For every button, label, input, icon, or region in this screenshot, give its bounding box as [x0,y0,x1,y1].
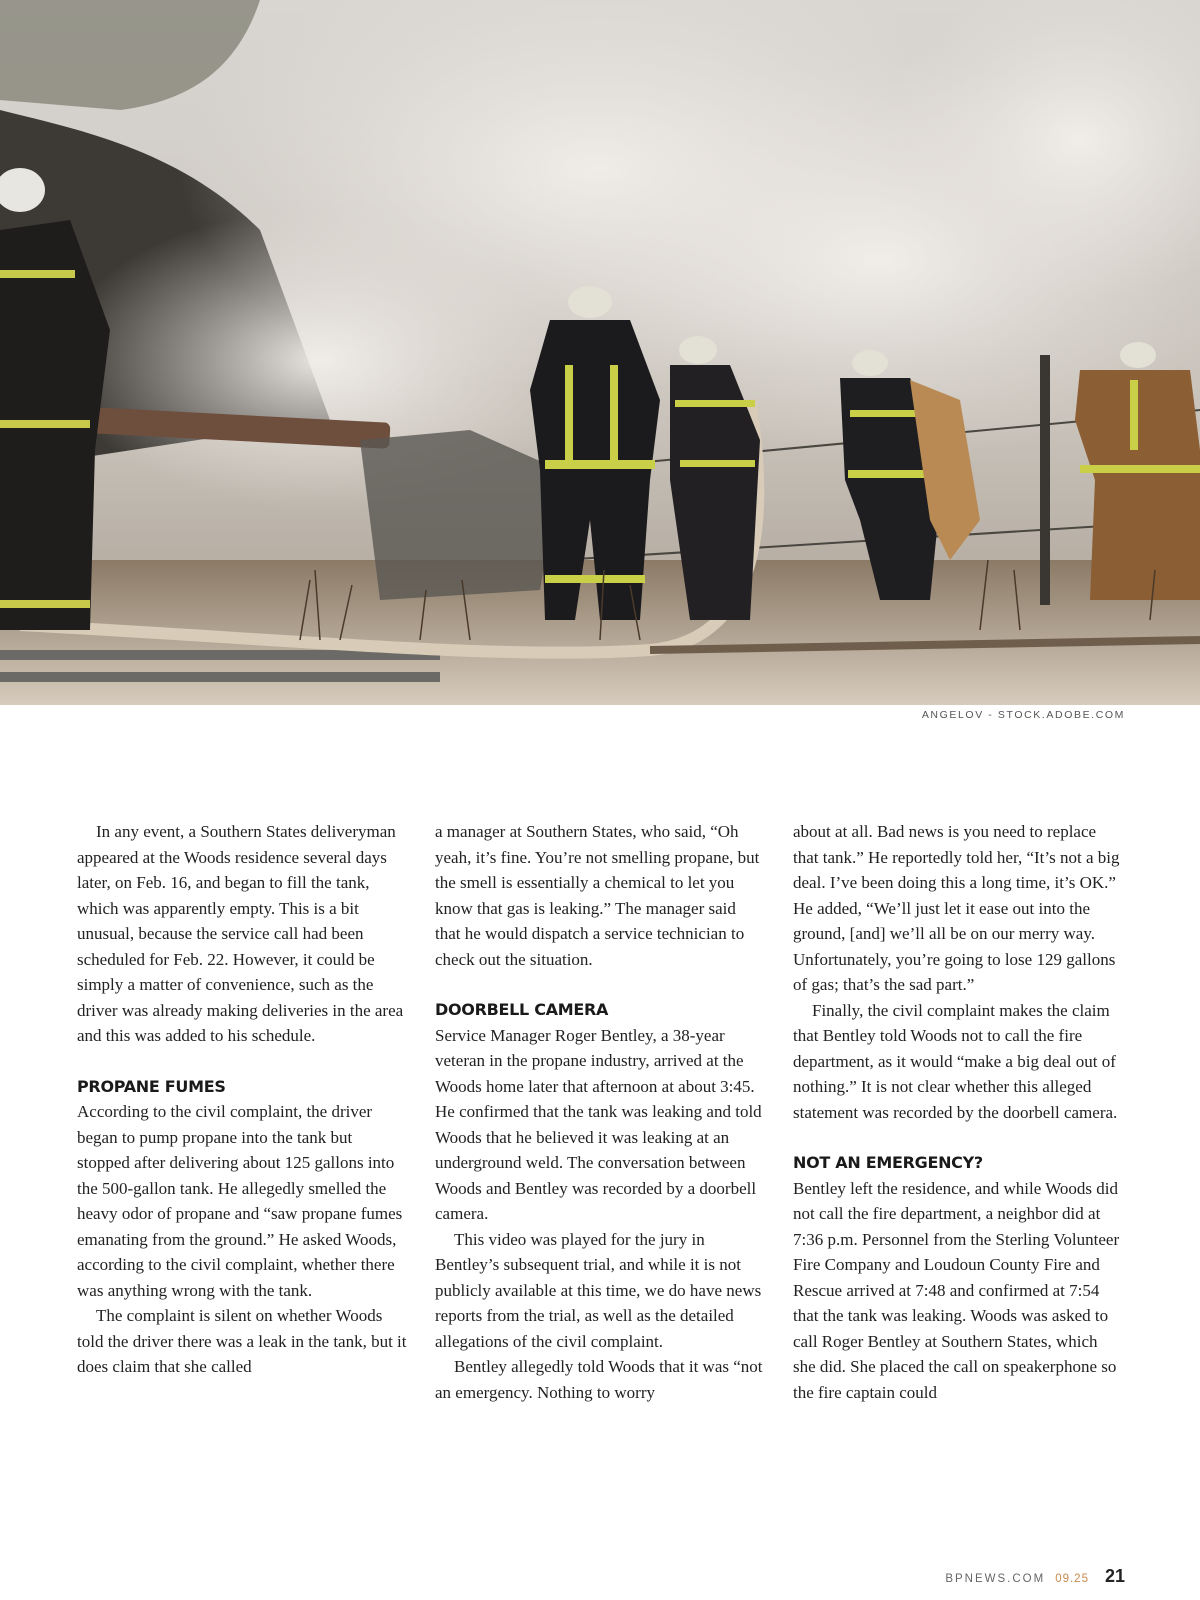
paragraph: about at all. Bad news is you need to replace that tank.” He reportedly told her, “It’s not a big deal. I’ve been doing this a long time, it’s OK.” He added, “We’ll just let it ease out into the ground, [and] we’ll all be on our merry way. Unfortunately, you’re going to lose 129 gallons of gas; that’s the sad part.” [793,822,1120,994]
paragraph: According to the civil complaint, the driver began to pump propane into the tank but stopped after delivering about 125 gallons into the 500-gallon tank. He allegedly smelled the heavy odor of propane and “saw propane fumes emanating from the ground.” He asked Woods, according to the civil complaint, whether there was anything wrong with the tank. [77,1102,403,1300]
page-footer [945,1566,1125,1587]
paragraph: In any event, a Southern States deliveryman appeared at the Woods residence several days later, on Feb. 16, and began to fill the tank, which was apparently empty. This is a bit unusual, because the service call had been scheduled for Feb. 22. However, it could be simply a matter of convenience, such as the driver was already making deliveries in the area and this was added to his schedule. [77,822,404,1045]
article-column-1 [77,819,407,1380]
paragraph: The complaint is silent on whether Woods told the driver there was a leak in the tank, but it does claim that she called [77,1306,407,1376]
paragraph: a manager at Southern States, who said, “Oh yeah, it’s fine. You’re not smelling propane, but the smell is essentially a chemical to let you know that gas is leaking.” The manager said that he would dispatch a service technician to check out the situation. [435,822,760,969]
paragraph: Bentley allegedly told Woods that it was “not an emergency. Nothing to worry [435,1357,763,1402]
photo-illustration [0,0,1200,705]
paragraph: This video was played for the jury in Bentley’s subsequent trial, and while it is not publicly available at this time, we do have news reports from the trial, as well as the detailed allegations of the civil complaint. [435,1229,762,1351]
section-heading-doorbell-camera: DOORBELL CAMERA [435,1000,609,1019]
firefighters-photo [0,0,1200,705]
article-column-3 [793,819,1123,1405]
article-column-2 [435,819,765,1405]
footer-issue: 09.25 [1055,1573,1089,1585]
footer-site: BPNEWS.COM [945,1573,1046,1585]
photo-credit: ANGELOV - STOCK.ADOBE.COM [921,709,1125,721]
paragraph: Finally, the civil complaint makes the claim that Bentley told Woods not to call the fire department, as it would “make a big deal out of nothing.” It is not clear whether this alleged statement was recorded by the doorbell camera. [793,1000,1118,1122]
section-heading-propane-fumes: PROPANE FUMES [77,1076,226,1096]
section-heading-not-an-emergency: NOT AN EMERGENCY? [793,1153,983,1172]
paragraph: Service Manager Roger Bentley, a 38-year veteran in the propane industry, arrived at the Woods home later that afternoon at about 3:45. He confirmed that the tank was leaking and told Woods that he believed it was leaking at an underground weld. The conversation between Woods and Bentley was recorded by a doorbell camera. [435,1025,762,1223]
page-number: 21 [1104,1566,1125,1586]
paragraph: Bentley left the residence, and while Woods did not call the fire department, a neighbor did at 7:36 p.m. Personnel from the Sterling Volunteer Fire Company and Loudoun County Fire and Rescue arrived at 7:48 and confirmed at 7:54 that the tank was leaking. Woods was asked to call Roger Bentley at Southern States, which she did. She placed the call on speakerphone so the fire captain could [793,1178,1120,1402]
